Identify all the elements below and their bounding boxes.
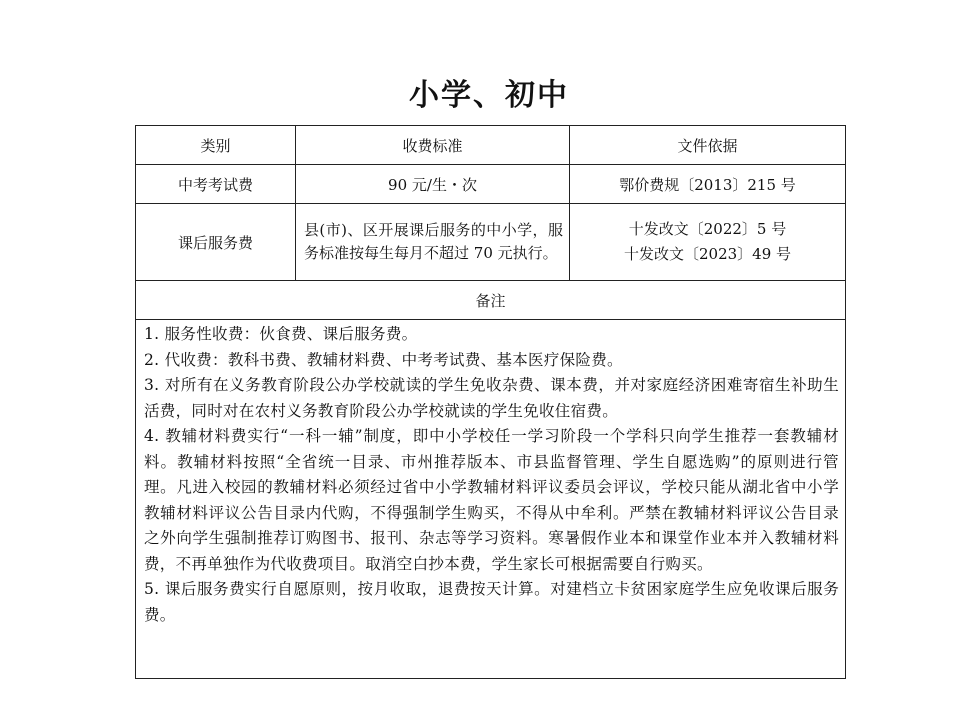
notes-title: 备注 — [136, 281, 846, 320]
row-category: 课后服务费 — [136, 204, 296, 281]
notes-title-row — [136, 281, 846, 320]
header-standard: 收费标准 — [296, 126, 570, 165]
row-standard: 县(市)、区开展课后服务的中小学，服务标准按每生每月不超过 70 元执行。 — [304, 221, 563, 262]
note-item: 5. 课后服务费实行自愿原则，按月收取，退费按天计算。对建档立卡贫困家庭学生应免收课后服务费。 — [144, 580, 839, 624]
table-header-row — [136, 126, 846, 165]
table-row — [136, 204, 846, 281]
row-basis: 鄂价费规〔2013〕215 号 — [570, 165, 846, 204]
page-title: 小学、初中 — [409, 78, 569, 113]
row-standard-cell — [296, 204, 570, 281]
table-row — [136, 165, 846, 204]
row-category: 中考考试费 — [136, 165, 296, 204]
row-basis-cell — [570, 204, 846, 281]
row-basis-line: 十发改文〔2023〕49 号 — [623, 245, 792, 263]
header-category: 类别 — [136, 126, 296, 165]
notes-cell — [136, 320, 846, 679]
note-item: 3. 对所有在义务教育阶段公办学校就读的学生免收杂费、课本费，并对家庭经济困难寄宿生补助生活费，同时对在农村义务教育阶段公办学校就读的学生免收住宿费。 — [144, 376, 839, 420]
note-item: 4. 教辅材料费实行“一科一辅”制度，即中小学校任一学习阶段一个学科只向学生推荐一套教辅材料。教辅材料按照“全省统一目录、市州推荐版本、市县监督管理、学生自愿选购”的原则进行管理。凡进入校园的教辅材料必须经过省中小学教辅材料评议委员会评议，学校只能从湖北省中小学教辅材料评议公告目录内代购，不得强制学生购买，不得从中牟利。严禁在教辅材料评议公告目录之外向学生强制推荐订购图书、报刊、杂志等学习资料。寒暑假作业本和课堂作业本并入教辅材料费，不再单独作为代收费项目。取消空白抄本费，学生家长可根据需要自行购买。 — [144, 427, 839, 573]
row-standard: 90 元/生・次 — [296, 165, 570, 204]
notes-row — [136, 320, 846, 679]
header-basis: 文件依据 — [570, 126, 846, 165]
note-item: 1. 服务性收费：伙食费、课后服务费。 — [144, 325, 418, 343]
row-basis-line: 十发改文〔2022〕5 号 — [628, 220, 787, 238]
fee-table — [135, 125, 846, 679]
note-item: 2. 代收费：教科书费、教辅材料费、中考考试费、基本医疗保险费。 — [144, 350, 623, 369]
